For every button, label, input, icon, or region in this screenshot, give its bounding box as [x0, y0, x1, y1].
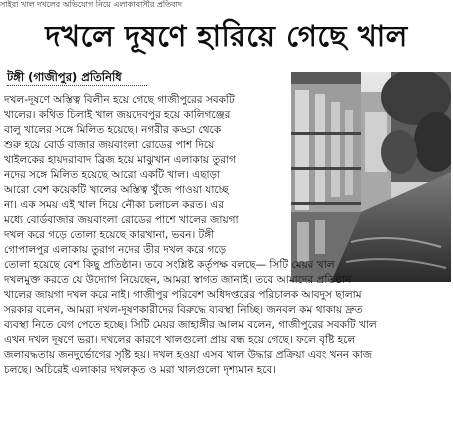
- body-line: শুরু হয়ে বোর্ড বাজার জয়বাংলা রোডের পাশ দিয়ে: [4, 139, 215, 151]
- headline: দখলে দূষণে হারিয়ে গেছে খাল: [45, 19, 408, 53]
- canal-photo-image: [291, 72, 451, 282]
- body-line: জলাবদ্ধতায় জনদুর্ভোগের সৃষ্টি হয়। দখল হওয়া এসব খাল উদ্ধার প্রক্রিয়া এবং খনন কাজ: [4, 349, 373, 361]
- byline: টঙ্গী (গাজীপুর) প্রতিনিধি: [7, 70, 122, 84]
- body-line: খালের জায়গা দখল করে নাই। গাজীপুর পরিবেশ অধিদপ্তরের পরিচালক আবদুস ছালাম: [4, 289, 362, 301]
- body-line: মধ্যে বোর্ডবাজার জয়বাংলা রোডের পাশে খালের জায়গা: [4, 214, 239, 226]
- body-line: এখন দখল দূষণে ভরা। দখলের কারণে খালগুলো প্রায় বন্ধ হয়ে গেছে। ফলে বৃষ্টি হলে: [4, 334, 356, 346]
- body-line: খাইলকের হায়দরাবাদ ব্রিজ হয়ে মাঝুখান এলাকায় তুরাগ: [4, 154, 236, 166]
- body-line: চলছে। অচিরেই এলাকার দখলকৃত ও মরা খালগুলো দৃশ্যমান হবে।: [4, 364, 277, 376]
- article-body-column: [4, 93, 284, 258]
- body-line: দখল-দূষণে অস্তিত্ব বিলীন হয়ে গেছে গাজীপুরের সবকটি: [4, 94, 235, 106]
- body-line: নদের সঙ্গে মিলিত হয়েছে আরো একটি খাল। এছাড়া: [4, 169, 221, 181]
- previous-article-strip: সাইরা খাল দখলের অভিযোগ নিয়ে এলাকাবাসীর প্রতিবাদ: [0, 0, 183, 9]
- byline-underline: [7, 85, 147, 86]
- body-line: দখলমুক্ত করতে যে উদ্যোগ নিয়েছেন, আমরা স্বাগত জানাই। তবে আমাদের প্রতিষ্ঠান: [4, 274, 352, 286]
- body-line: তোলা হয়েছে বেশ কিছু প্রতিষ্ঠান। তবে সংশ্লিষ্ট কর্তৃপক্ষ বলছে— সিটি মেয়র খাল: [4, 259, 335, 271]
- body-line: বালু খালের সঙ্গে মিলিত হয়েছে। নগরীর কড্ডা থেকে: [4, 124, 222, 136]
- article-body-wide: [4, 258, 449, 378]
- body-line: খালের। কথিত চিলাই খাল জয়দেবপুর হয়ে কালিগঞ্জের: [4, 109, 231, 121]
- canal-photo: [291, 72, 451, 282]
- body-line: দখল করে গড়ে তোলা হয়েছে কারখানা, ভবন। টঙ্গী: [4, 229, 215, 241]
- body-line: সরকার বলেন, আমরা দখল-দূষণকারীদের বিরুদ্ধে ব্যবস্থা নিচ্ছি। জনবল কম থাকায় দ্রুত: [4, 304, 363, 316]
- body-line: ব্যবস্থা নিতে বেগ পেতে হচ্ছে। সিটি মেয়র জাহাঙ্গীর আলম বলেন, গাজীপুরের সবকটি খাল: [4, 319, 377, 331]
- body-line: গোপালপুর এলাকায় তুরাগ নদের তীর দখল করে গড়ে: [4, 244, 227, 256]
- body-line: আরো বেশ কয়েকটি খালের অস্তিত্ব খুঁজে পাওয়া যাচ্ছে: [4, 184, 229, 196]
- body-line: না। এক সময় এই খাল দিয়ে নৌকা চলাচল করত। এর: [4, 199, 224, 211]
